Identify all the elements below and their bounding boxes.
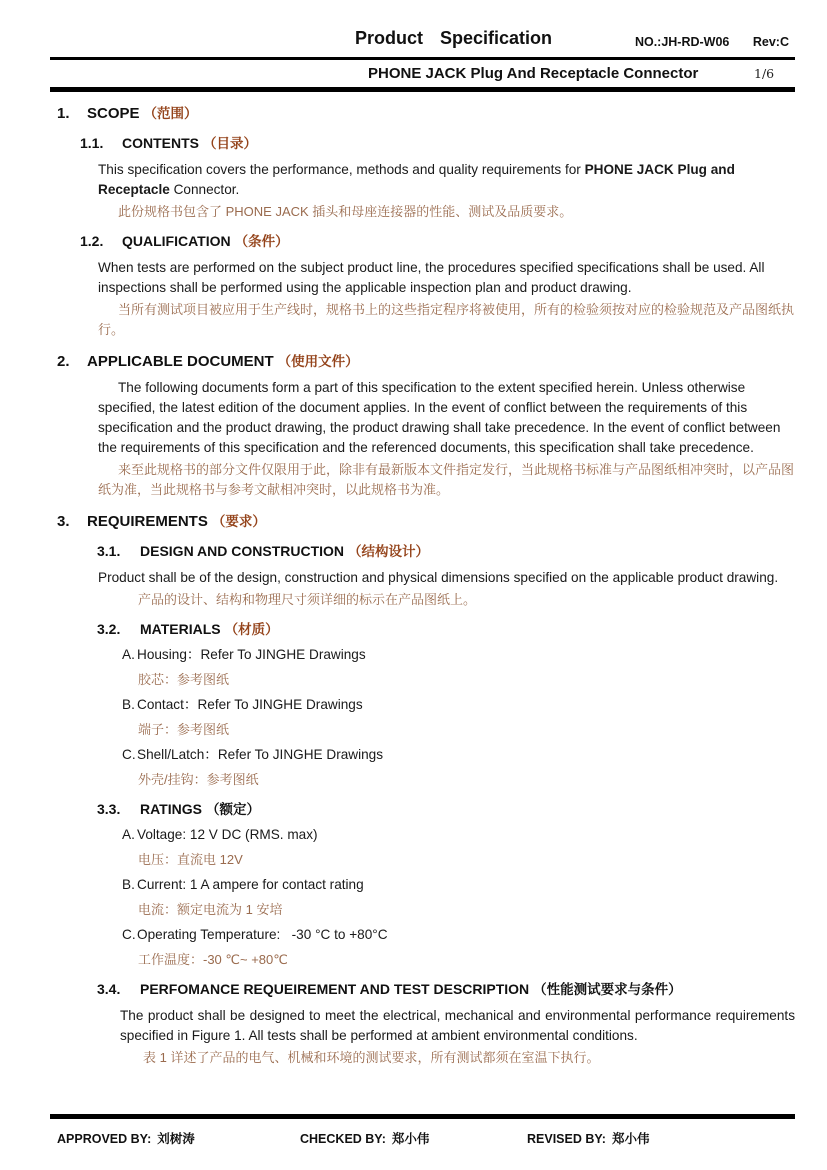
document-header [50, 24, 795, 57]
revised-by-label: REVISED BY: [527, 1132, 606, 1146]
section-title-cn: （使用文件） [277, 354, 359, 369]
section-2-heading [57, 352, 795, 372]
ratings-item-c-zh: 工作温度：-30 ℃~ +80℃ [138, 952, 288, 967]
section-2-paragraph-zh: 来至此规格书的部分文件仅限用于此，除非有最新版本文件指定发行，当此规格书标准与产品图纸相冲突时，以产品图纸为准，当此规格书与参考文献相冲突时，以此规格书为准。 [98, 462, 795, 497]
section-title: APPLICABLE DOCUMENT [87, 353, 274, 370]
list-letter: A. [122, 647, 135, 662]
section-1-1-paragraph-en [98, 160, 795, 200]
section-title-cn: （要求） [211, 514, 266, 529]
list-letter: B. [122, 697, 135, 712]
list-item-text: Voltage: 12 V DC (RMS. max) [137, 827, 318, 842]
section-number: 2. [57, 353, 70, 370]
section-title-cn: （目录） [203, 136, 257, 151]
section-title: DESIGN AND CONSTRUCTION [140, 543, 345, 559]
doc-meta [635, 35, 789, 49]
section-3-3-heading [97, 799, 795, 820]
section-3-heading [57, 512, 795, 532]
approved-by-label: APPROVED BY: [57, 1132, 152, 1146]
section-3-2-heading [97, 619, 795, 640]
ratings-item-b [122, 875, 795, 895]
document-title: Product Specification [355, 28, 553, 48]
section-title-cn: （额定） [205, 802, 260, 817]
section-number: 1. [57, 105, 70, 122]
section-title: PERFOMANCE REQUEIREMENT AND TEST DESCRIPTION [140, 981, 530, 997]
section-3-1-paragraph-en: Product shall be of the design, construction and physical dimensions specified on the applicable product drawing. [98, 570, 779, 585]
document-subtitle: PHONE JACK Plug And Receptacle Connector [368, 65, 699, 82]
revised-by [527, 1129, 649, 1147]
approved-by [57, 1129, 195, 1147]
section-title: MATERIALS [140, 621, 221, 637]
doc-number: NO.:JH-RD-W06 [634, 35, 730, 49]
materials-item-c-zh: 外壳/挂钩：参考图纸 [138, 772, 259, 787]
materials-item-c [122, 745, 795, 765]
materials-item-a [122, 645, 795, 665]
list-letter: A. [122, 827, 135, 842]
paragraph-bold-text: PHONE JACK Plug and Receptacle [98, 162, 735, 197]
section-number: 3. [57, 513, 70, 530]
section-title-cn: （范围） [143, 106, 198, 121]
paragraph-text: This specification covers the performance, methods and quality requirements for [98, 162, 585, 177]
section-1-1-heading [80, 133, 795, 154]
section-1-2-paragraph-zh: 当所有测试项目被应用于生产线时，规格书上的这些指定程序将被使用，所有的检验须按对应的检验规范及产品图纸执行。 [98, 302, 795, 337]
signature-row [50, 1119, 795, 1149]
section-title-cn: （条件） [234, 234, 289, 249]
section-3-4-paragraph-zh: 表 1 详述了产品的电气、机械和环境的测试要求，所有测试都须在室温下执行。 [143, 1050, 600, 1065]
list-letter: B. [122, 877, 135, 892]
materials-item-b [122, 695, 795, 715]
list-item-text: Shell/Latch：Refer To JINGHE Drawings [137, 747, 384, 762]
ratings-item-a [122, 825, 795, 845]
section-3-4-heading [97, 979, 795, 1000]
section-number: 3.3. [97, 801, 121, 817]
materials-item-a-zh: 胶芯：参考图纸 [138, 672, 230, 687]
checked-by-label: CHECKED BY: [300, 1132, 386, 1146]
revised-by-name: 郑小伟 [611, 1132, 650, 1146]
ratings-item-c [122, 925, 795, 945]
section-number: 1.1. [80, 135, 104, 151]
section-title: REQUIREMENTS [87, 513, 208, 530]
section-1-2-heading [80, 231, 795, 252]
document-subheader [50, 60, 795, 87]
checked-by-name: 郑小伟 [391, 1132, 430, 1146]
section-title: CONTENTS [122, 135, 199, 151]
section-number: 3.1. [97, 543, 121, 559]
document-content [50, 104, 795, 1068]
section-number: 1.2. [80, 233, 104, 249]
section-title: SCOPE [87, 105, 140, 122]
section-3-1-paragraph-zh: 产品的设计、结构和物理尺寸须详细的标示在产品图纸上。 [138, 592, 477, 607]
list-item-text: Current: 1 A ampere for contact rating [137, 877, 364, 892]
section-2-paragraph-en: The following documents form a part of this specification to the extent specified herein. Unless otherwise specified, the latest edition of the document applies. In the event of conflict between the requirements of this specification and the product drawing, the product drawing shall take precedence. In the event of conflict between the requirements of this specification and the referenced documents, this specification shall take precedence. [98, 380, 781, 455]
section-number: 3.2. [97, 621, 121, 637]
section-title: QUALIFICATION [122, 233, 231, 249]
section-title-cn: （结构设计） [348, 544, 430, 559]
list-item-text: Housing：Refer To JINGHE Drawings [137, 647, 366, 662]
header-divider-bottom [50, 87, 795, 92]
section-number: 3.4. [97, 981, 121, 997]
paragraph-text: Connector. [169, 182, 240, 197]
page-number: 1/6 [754, 66, 775, 81]
list-letter: C. [122, 747, 136, 762]
section-title-cn: （性能测试要求与条件） [533, 982, 682, 997]
section-title-cn: （材质） [224, 622, 279, 637]
ratings-item-b-zh: 电流：额定电流为 1 安培 [138, 902, 283, 917]
section-3-1-heading [97, 541, 795, 562]
list-item-text: Operating Temperature: -30 °C to +80°C [137, 927, 388, 942]
list-item-text: Contact：Refer To JINGHE Drawings [137, 697, 363, 712]
checked-by [300, 1129, 429, 1147]
section-1-1-paragraph-zh: 此份规格书包含了 PHONE JACK 插头和母座连接器的性能、测试及品质要求。 [118, 204, 573, 219]
list-letter: C. [122, 927, 136, 942]
section-title: RATINGS [140, 801, 202, 817]
section-3-4-paragraph-en: The product shall be designed to meet the electrical, mechanical and environmental performance requirements specified in Figure 1. All tests shall be performed at ambient environmental conditions. [120, 1008, 795, 1043]
approved-by-name: 刘树涛 [157, 1132, 195, 1146]
section-1-heading [57, 104, 795, 124]
materials-item-b-zh: 端子：参考图纸 [138, 722, 230, 737]
document-footer [50, 1114, 795, 1149]
doc-revision: Rev:C [752, 35, 789, 49]
section-1-2-paragraph-en: When tests are performed on the subject product line, the procedures specified specifications shall be used. All inspections shall be performed using the applicable inspection plan and product drawing. [98, 260, 765, 295]
ratings-item-a-zh: 电压：直流电 12V [138, 852, 243, 867]
